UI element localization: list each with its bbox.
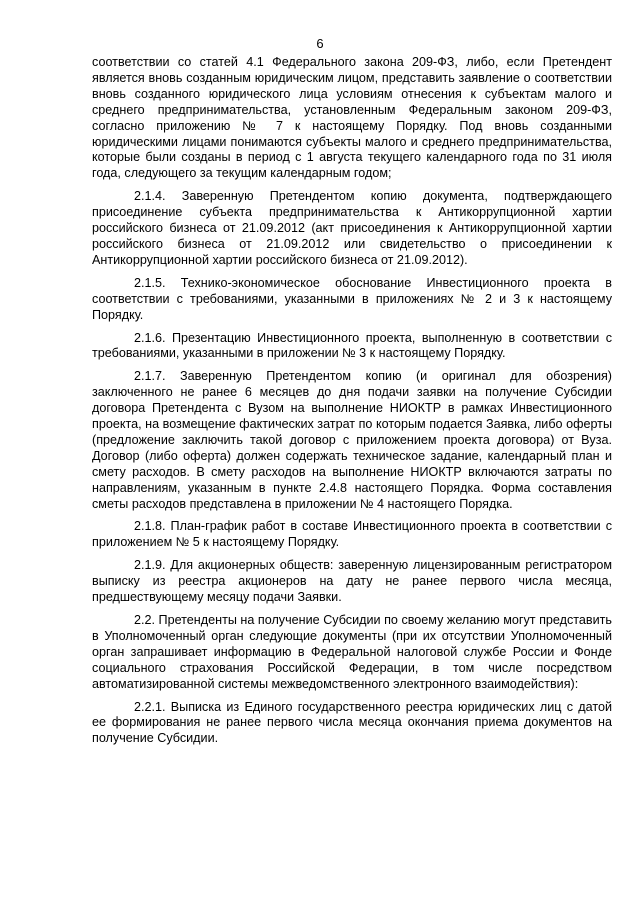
paragraph-2-1-9: 2.1.9. Для акционерных обществ: заверенную лицензированным регистратором выписку из реестра акционеров на дату не ранее первого числа месяца, предшествующему месяцу подачи Заявки. [92,558,612,605]
paragraph-2-2: 2.2. Претенденты на получение Субсидии по своему желанию могут представить в Уполномоченный орган следующие документы (при их отсутствии Уполномоченный орган запрашивает информацию в Федеральной налоговой службе России и Фонде социального страхования Российской Федерации, в том числе посредством автоматизированной системы межведомственного электронного взаимодействия): [92,613,612,691]
paragraph-2-1-4: 2.1.4. Заверенную Претендентом копию документа, подтверждающего присоединение субъекта предпринимательства к Антикоррупционной хартии российского бизнеса от 21.09.2012 (акт присоединения к Антикоррупционной хартии российского бизнеса от 21.09.2012 или свидетельство о присоединении к Антикоррупционной хартии российского бизнеса от 21.09.2012). [92,189,612,267]
paragraph-2-2-1: 2.2.1. Выписка из Единого государственного реестра юридических лиц с датой ее формирования не ранее первого числа месяца окончания приема документов на получение Субсидии. [92,699,612,746]
page-number: 6 [316,36,324,51]
document-body [92,55,612,754]
paragraph-continuation: соответствии со статей 4.1 Федерального закона 209-ФЗ, либо, если Претендент является вновь созданным юридическим лицом, представить заявление о соответствии вновь созданного юридического лица условиям отнесения к субъектам малого и среднего предпринимательства, установленным Федеральным законом 209-ФЗ, согласно приложению № 7 к настоящему Порядку. Под вновь созданными юридическими лицами понимаются субъекты малого и среднего предпринимательства, которые были созданы в период с 1 августа текущего календарного года по 31 июля года, следующего за текущим календарным годом; [92,55,612,181]
paragraph-2-1-7: 2.1.7. Заверенную Претендентом копию (и оригинал для обозрения) заключенного не ранее 6 месяцев до дня подачи заявки на получение Субсидии договора Претендента с Вузом на выполнение НИОКТР в рамках Инвестиционного проекта, на возмещение фактических затрат по которым подается Заявка, либо оферты (предложение заключить такой договор с приложением проекта договора) от Вуза. Договор (либо оферта) должен содержать техническое задание, календарный план и смету расходов. В смету расходов на выполнение НИОКТР включаются затраты по направлениям, указанным в пункте 2.4.8 настоящего Порядка. Форма составления сметы расходов представлена в приложении № 4 настоящего Порядка. [92,369,612,511]
paragraph-2-1-5: 2.1.5. Технико-экономическое обоснование Инвестиционного проекта в соответствии с требованиями, указанными в приложениях № 2 и 3 к настоящему Порядку. [92,275,612,322]
paragraph-2-1-6: 2.1.6. Презентацию Инвестиционного проекта, выполненную в соответствии с требованиями, указанными в приложении № 3 к настоящему Порядку. [92,330,612,361]
paragraph-2-1-8: 2.1.8. План-график работ в составе Инвестиционного проекта в соответствии с приложением № 5 к настоящему Порядку. [92,519,612,550]
